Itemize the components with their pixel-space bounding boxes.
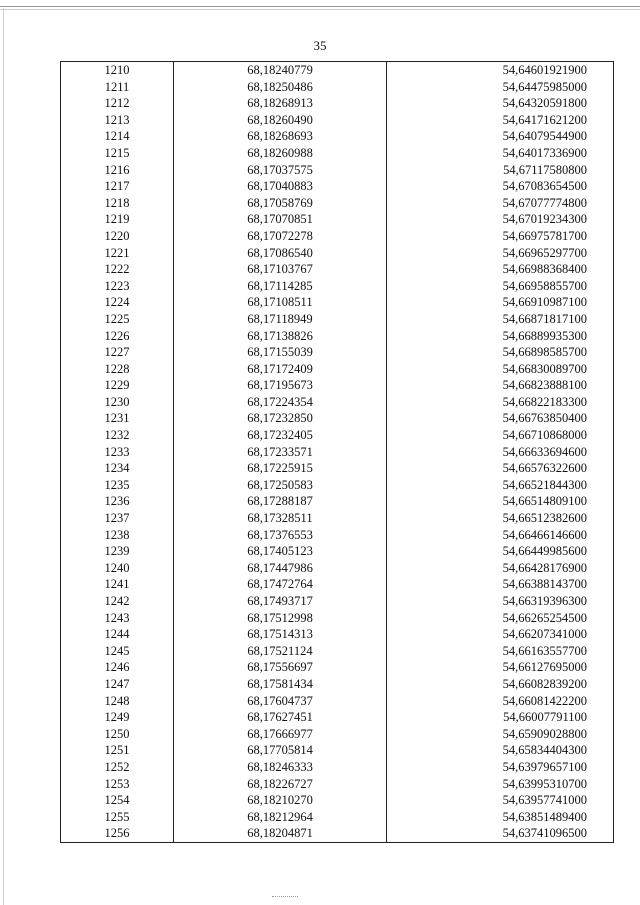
y-coordinate-cell: 54,66449985600 <box>387 543 614 560</box>
table-row <box>61 211 614 228</box>
table-row <box>61 576 614 593</box>
x-coordinate-cell: 68,17512998 <box>174 610 387 627</box>
table-row <box>61 261 614 278</box>
point-number-cell: 1211 <box>61 79 174 96</box>
x-coordinate-cell: 68,17232850 <box>174 410 387 427</box>
x-coordinate-cell: 68,17376553 <box>174 527 387 544</box>
y-coordinate-cell: 54,66830089700 <box>387 361 614 378</box>
table-row <box>61 195 614 212</box>
point-number-cell: 1212 <box>61 95 174 112</box>
point-number-cell: 1243 <box>61 610 174 627</box>
x-coordinate-cell: 68,17233571 <box>174 444 387 461</box>
table-row <box>61 527 614 544</box>
point-number-cell: 1229 <box>61 377 174 394</box>
y-coordinate-cell: 54,66265254500 <box>387 610 614 627</box>
x-coordinate-cell: 68,17195673 <box>174 377 387 394</box>
point-number-cell: 1230 <box>61 394 174 411</box>
scan-top-rule-secondary <box>0 9 640 10</box>
point-number-cell: 1224 <box>61 294 174 311</box>
x-coordinate-cell: 68,17232405 <box>174 427 387 444</box>
point-number-cell: 1220 <box>61 228 174 245</box>
table-row <box>61 693 614 710</box>
table-row <box>61 825 614 842</box>
point-number-cell: 1214 <box>61 128 174 145</box>
y-coordinate-cell: 54,66898585700 <box>387 344 614 361</box>
table-row <box>61 95 614 112</box>
point-number-cell: 1247 <box>61 676 174 693</box>
table-row <box>61 759 614 776</box>
y-coordinate-cell: 54,65834404300 <box>387 742 614 759</box>
y-coordinate-cell: 54,66082839200 <box>387 676 614 693</box>
point-number-cell: 1232 <box>61 427 174 444</box>
x-coordinate-cell: 68,17225915 <box>174 460 387 477</box>
table-row <box>61 444 614 461</box>
x-coordinate-cell: 68,17103767 <box>174 261 387 278</box>
point-number-cell: 1242 <box>61 593 174 610</box>
point-number-cell: 1210 <box>61 62 174 79</box>
y-coordinate-cell: 54,66710868000 <box>387 427 614 444</box>
table-row <box>61 776 614 793</box>
table-row <box>61 792 614 809</box>
point-number-cell: 1248 <box>61 693 174 710</box>
y-coordinate-cell: 54,63979657100 <box>387 759 614 776</box>
x-coordinate-cell: 68,17108511 <box>174 294 387 311</box>
y-coordinate-cell: 54,66466146600 <box>387 527 614 544</box>
x-coordinate-cell: 68,18260988 <box>174 145 387 162</box>
y-coordinate-cell: 54,67019234300 <box>387 211 614 228</box>
coordinates-table <box>60 61 614 843</box>
table-row <box>61 659 614 676</box>
x-coordinate-cell: 68,17666977 <box>174 726 387 743</box>
table-row <box>61 128 614 145</box>
table-row <box>61 709 614 726</box>
x-coordinate-cell: 68,18212964 <box>174 809 387 826</box>
y-coordinate-cell: 54,66965297700 <box>387 245 614 262</box>
table-row <box>61 344 614 361</box>
point-number-cell: 1233 <box>61 444 174 461</box>
point-number-cell: 1249 <box>61 709 174 726</box>
y-coordinate-cell: 54,65909028800 <box>387 726 614 743</box>
point-number-cell: 1226 <box>61 328 174 345</box>
scan-bottom-mark <box>272 896 298 897</box>
point-number-cell: 1254 <box>61 792 174 809</box>
x-coordinate-cell: 68,18260490 <box>174 112 387 129</box>
y-coordinate-cell: 54,66763850400 <box>387 410 614 427</box>
point-number-cell: 1252 <box>61 759 174 776</box>
table-row <box>61 328 614 345</box>
y-coordinate-cell: 54,66822183300 <box>387 394 614 411</box>
point-number-cell: 1235 <box>61 477 174 494</box>
x-coordinate-cell: 68,17556697 <box>174 659 387 676</box>
table-row <box>61 361 614 378</box>
point-number-cell: 1251 <box>61 742 174 759</box>
x-coordinate-cell: 68,18210270 <box>174 792 387 809</box>
point-number-cell: 1215 <box>61 145 174 162</box>
table-row <box>61 510 614 527</box>
table-row <box>61 560 614 577</box>
point-number-cell: 1223 <box>61 278 174 295</box>
y-coordinate-cell: 54,66319396300 <box>387 593 614 610</box>
scan-left-edge <box>3 8 4 905</box>
y-coordinate-cell: 54,66988368400 <box>387 261 614 278</box>
point-number-cell: 1225 <box>61 311 174 328</box>
point-number-cell: 1245 <box>61 643 174 660</box>
x-coordinate-cell: 68,17070851 <box>174 211 387 228</box>
point-number-cell: 1228 <box>61 361 174 378</box>
table-row <box>61 278 614 295</box>
x-coordinate-cell: 68,18226727 <box>174 776 387 793</box>
y-coordinate-cell: 54,63957741000 <box>387 792 614 809</box>
x-coordinate-cell: 68,17288187 <box>174 493 387 510</box>
y-coordinate-cell: 54,64475985000 <box>387 79 614 96</box>
point-number-cell: 1240 <box>61 560 174 577</box>
y-coordinate-cell: 54,64320591800 <box>387 95 614 112</box>
y-coordinate-cell: 54,66127695000 <box>387 659 614 676</box>
y-coordinate-cell: 54,66163557700 <box>387 643 614 660</box>
x-coordinate-cell: 68,17493717 <box>174 593 387 610</box>
point-number-cell: 1219 <box>61 211 174 228</box>
point-number-cell: 1253 <box>61 776 174 793</box>
table-row <box>61 228 614 245</box>
table-row <box>61 178 614 195</box>
x-coordinate-cell: 68,17058769 <box>174 195 387 212</box>
point-number-cell: 1227 <box>61 344 174 361</box>
x-coordinate-cell: 68,17405123 <box>174 543 387 560</box>
x-coordinate-cell: 68,17172409 <box>174 361 387 378</box>
x-coordinate-cell: 68,17521124 <box>174 643 387 660</box>
table-row <box>61 311 614 328</box>
point-number-cell: 1237 <box>61 510 174 527</box>
table-row <box>61 610 614 627</box>
table-row <box>61 394 614 411</box>
y-coordinate-cell: 54,66975781700 <box>387 228 614 245</box>
x-coordinate-cell: 68,17037575 <box>174 162 387 179</box>
table-row <box>61 477 614 494</box>
x-coordinate-cell: 68,17250583 <box>174 477 387 494</box>
table-row <box>61 543 614 560</box>
point-number-cell: 1217 <box>61 178 174 195</box>
table-row <box>61 726 614 743</box>
page-number: 35 <box>313 38 327 53</box>
table-row <box>61 809 614 826</box>
table-row <box>61 593 614 610</box>
scan-top-rule <box>0 6 640 7</box>
point-number-cell: 1236 <box>61 493 174 510</box>
point-number-cell: 1222 <box>61 261 174 278</box>
table-row <box>61 427 614 444</box>
y-coordinate-cell: 54,64079544900 <box>387 128 614 145</box>
table-row <box>61 742 614 759</box>
y-coordinate-cell: 54,63995310700 <box>387 776 614 793</box>
table-row <box>61 643 614 660</box>
x-coordinate-cell: 68,17072278 <box>174 228 387 245</box>
table-row <box>61 79 614 96</box>
x-coordinate-cell: 68,17604737 <box>174 693 387 710</box>
x-coordinate-cell: 68,18268913 <box>174 95 387 112</box>
y-coordinate-cell: 54,66512382600 <box>387 510 614 527</box>
x-coordinate-cell: 68,17118949 <box>174 311 387 328</box>
x-coordinate-cell: 68,17447986 <box>174 560 387 577</box>
y-coordinate-cell: 54,63741096500 <box>387 825 614 842</box>
point-number-cell: 1256 <box>61 825 174 842</box>
y-coordinate-cell: 54,64601921900 <box>387 62 614 79</box>
y-coordinate-cell: 54,66514809100 <box>387 493 614 510</box>
x-coordinate-cell: 68,17224354 <box>174 394 387 411</box>
x-coordinate-cell: 68,17627451 <box>174 709 387 726</box>
x-coordinate-cell: 68,17114285 <box>174 278 387 295</box>
point-number-cell: 1250 <box>61 726 174 743</box>
x-coordinate-cell: 68,18246333 <box>174 759 387 776</box>
table-row <box>61 377 614 394</box>
y-coordinate-cell: 54,66081422200 <box>387 693 614 710</box>
point-number-cell: 1231 <box>61 410 174 427</box>
point-number-cell: 1244 <box>61 626 174 643</box>
y-coordinate-cell: 54,66823888100 <box>387 377 614 394</box>
y-coordinate-cell: 54,64017336900 <box>387 145 614 162</box>
y-coordinate-cell: 54,66958855700 <box>387 278 614 295</box>
x-coordinate-cell: 68,17040883 <box>174 178 387 195</box>
x-coordinate-cell: 68,17472764 <box>174 576 387 593</box>
y-coordinate-cell: 54,67077774800 <box>387 195 614 212</box>
y-coordinate-cell: 54,66007791100 <box>387 709 614 726</box>
x-coordinate-cell: 68,17514313 <box>174 626 387 643</box>
y-coordinate-cell: 54,66521844300 <box>387 477 614 494</box>
y-coordinate-cell: 54,63851489400 <box>387 809 614 826</box>
x-coordinate-cell: 68,18240779 <box>174 62 387 79</box>
x-coordinate-cell: 68,17705814 <box>174 742 387 759</box>
y-coordinate-cell: 54,67083654500 <box>387 178 614 195</box>
table-row <box>61 460 614 477</box>
x-coordinate-cell: 68,18268693 <box>174 128 387 145</box>
x-coordinate-cell: 68,17138826 <box>174 328 387 345</box>
table-row <box>61 145 614 162</box>
point-number-cell: 1255 <box>61 809 174 826</box>
y-coordinate-cell: 54,64171621200 <box>387 112 614 129</box>
y-coordinate-cell: 54,66428176900 <box>387 560 614 577</box>
x-coordinate-cell: 68,17581434 <box>174 676 387 693</box>
y-coordinate-cell: 54,67117580800 <box>387 162 614 179</box>
point-number-cell: 1216 <box>61 162 174 179</box>
table-row <box>61 112 614 129</box>
point-number-cell: 1218 <box>61 195 174 212</box>
point-number-cell: 1221 <box>61 245 174 262</box>
table-row <box>61 162 614 179</box>
table-row <box>61 493 614 510</box>
x-coordinate-cell: 68,17155039 <box>174 344 387 361</box>
y-coordinate-cell: 54,66889935300 <box>387 328 614 345</box>
point-number-cell: 1246 <box>61 659 174 676</box>
point-number-cell: 1239 <box>61 543 174 560</box>
y-coordinate-cell: 54,66633694600 <box>387 444 614 461</box>
x-coordinate-cell: 68,18250486 <box>174 79 387 96</box>
table-row <box>61 676 614 693</box>
table-row <box>61 294 614 311</box>
table-row <box>61 62 614 79</box>
table-row <box>61 245 614 262</box>
table-row <box>61 410 614 427</box>
y-coordinate-cell: 54,66576322600 <box>387 460 614 477</box>
x-coordinate-cell: 68,17086540 <box>174 245 387 262</box>
point-number-cell: 1213 <box>61 112 174 129</box>
coordinates-table-body <box>61 62 614 843</box>
y-coordinate-cell: 54,66388143700 <box>387 576 614 593</box>
x-coordinate-cell: 68,18204871 <box>174 825 387 842</box>
y-coordinate-cell: 54,66910987100 <box>387 294 614 311</box>
table-row <box>61 626 614 643</box>
y-coordinate-cell: 54,66871817100 <box>387 311 614 328</box>
y-coordinate-cell: 54,66207341000 <box>387 626 614 643</box>
x-coordinate-cell: 68,17328511 <box>174 510 387 527</box>
point-number-cell: 1234 <box>61 460 174 477</box>
point-number-cell: 1241 <box>61 576 174 593</box>
point-number-cell: 1238 <box>61 527 174 544</box>
